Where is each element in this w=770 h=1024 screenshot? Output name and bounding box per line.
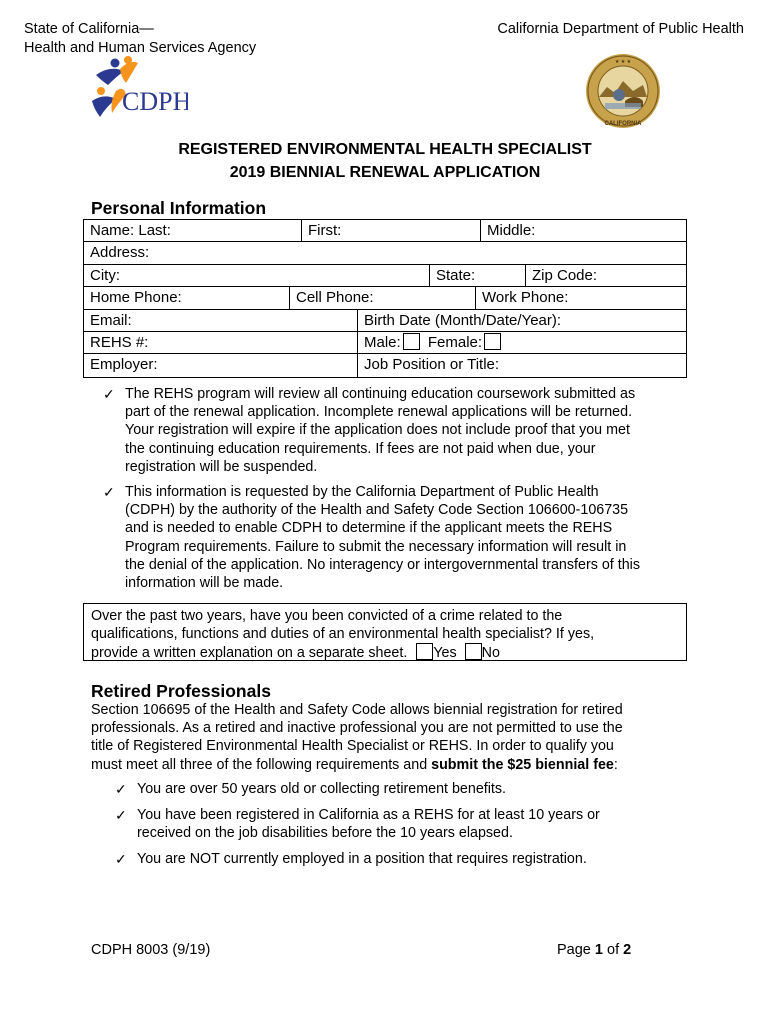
- note-continuing-education: [125, 385, 635, 476]
- female-checkbox[interactable]: [484, 333, 501, 350]
- employer-field[interactable]: [84, 354, 358, 376]
- retired-heading: Retired Professionals: [91, 681, 271, 701]
- form-row-rehs: [84, 332, 686, 354]
- zip-code-label: Zip Code:: [532, 266, 598, 284]
- employer-label: Employer:: [90, 356, 158, 374]
- agency-line-1: State of California—: [24, 21, 154, 37]
- checkmark-icon: ✓: [103, 386, 115, 402]
- form-title-line-2: 2019 BIENNIAL RENEWAL APPLICATION: [229, 164, 541, 181]
- conviction-question-line: [91, 643, 679, 662]
- note-2-line: the denial of the application. No interagency or intergovernmental transfers of this: [125, 556, 640, 573]
- requirement-registration: [137, 806, 600, 842]
- agency-header: [24, 20, 256, 58]
- page-of-label: of: [602, 942, 624, 958]
- state-field[interactable]: [429, 265, 526, 286]
- last-name-label: Name: Last:: [90, 222, 171, 239]
- note-1-line: Your registration will expire if the application does not include proof that you met: [125, 422, 630, 439]
- retired-paragraph: [91, 701, 623, 774]
- note-1-line: registration will be suspended.: [125, 458, 318, 475]
- first-name-label: First:: [308, 222, 342, 239]
- retired-line: Section 106695 of the Health and Safety Code allows biennial registration for retired: [91, 702, 623, 718]
- note-1-line: the continuing education requirements. If fees are not paid when due, your: [125, 440, 596, 457]
- retired-line: [91, 756, 623, 774]
- note-2-line: and is needed to enable CDPH to determine if the applicant meets the REHS: [125, 520, 613, 537]
- job-position-field[interactable]: [357, 354, 686, 376]
- page-number: 1: [594, 942, 603, 958]
- last-name-field[interactable]: [84, 220, 302, 241]
- conviction-instruction: provide a written explanation on a separate sheet.: [91, 645, 408, 662]
- state-label: State:: [436, 266, 476, 284]
- form-row-email: [84, 310, 686, 332]
- work-phone-label: Work Phone:: [482, 289, 569, 307]
- page-label: Page: [557, 942, 595, 958]
- rehs-number-label: REHS #:: [90, 333, 149, 351]
- checkmark-icon: ✓: [103, 484, 115, 500]
- note-2-line: (CDPH) by the authority of the Health and Safety Code Section 106600-106735: [125, 502, 629, 519]
- requirement-line: received on the job disabilities before the 10 years elapsed.: [137, 825, 513, 842]
- retired-line-text: must meet all three of the following requirements and: [91, 756, 432, 773]
- cdph-logo: [88, 55, 188, 123]
- male-label: Male:: [364, 333, 401, 351]
- city-field[interactable]: [84, 265, 430, 286]
- checkmark-icon: ✓: [115, 781, 127, 797]
- form-title: [0, 138, 770, 184]
- home-phone-label: Home Phone:: [90, 289, 182, 307]
- address-field[interactable]: [84, 242, 686, 263]
- job-position-label: Job Position or Title:: [364, 356, 500, 374]
- checkmark-icon: ✓: [115, 851, 127, 867]
- gender-field: [357, 332, 686, 353]
- email-label: Email:: [90, 311, 132, 329]
- city-label: City:: [90, 266, 120, 284]
- male-checkbox[interactable]: [403, 333, 420, 350]
- middle-name-field[interactable]: [480, 220, 686, 241]
- email-field[interactable]: [84, 310, 358, 331]
- zip-code-field[interactable]: [525, 265, 686, 286]
- department-header: California Department of Public Health: [497, 21, 744, 37]
- first-name-field[interactable]: [301, 220, 481, 241]
- yes-checkbox[interactable]: [416, 643, 433, 660]
- svg-text:CDPH: CDPH: [122, 87, 188, 116]
- retired-line: title of Registered Environmental Health Specialist or REHS. In order to qualify you: [91, 738, 614, 755]
- personal-info-form: [83, 219, 687, 378]
- form-row-phones: [84, 287, 686, 309]
- form-title-line-1: REGISTERED ENVIRONMENTAL HEALTH SPECIALIST: [178, 141, 592, 158]
- cdph-logo-icon: [88, 55, 188, 123]
- form-row-name: [84, 220, 686, 242]
- no-checkbox[interactable]: [465, 643, 482, 660]
- svg-text:★ ★ ★: ★ ★ ★: [614, 59, 632, 65]
- svg-text:CALIFORNIA: CALIFORNIA: [604, 121, 642, 127]
- birth-date-label: Birth Date (Month/Date/Year):: [364, 311, 562, 329]
- page-total: 2: [623, 942, 632, 958]
- conviction-question-line: qualifications, functions and duties of an environmental health specialist? If yes,: [91, 626, 595, 643]
- page-indicator: [557, 942, 631, 958]
- agency-line-2: Health and Human Services Agency: [24, 40, 257, 56]
- note-1-line: part of the renewal application. Incomplete renewal applications will be returned.: [125, 404, 633, 421]
- work-phone-field[interactable]: [475, 287, 686, 308]
- form-row-city: [84, 265, 686, 287]
- form-number: CDPH 8003 (9/19): [91, 942, 211, 958]
- birth-date-field[interactable]: [357, 310, 686, 331]
- form-row-address: [84, 242, 686, 264]
- conviction-question-line: Over the past two years, have you been convicted of a crime related to the: [91, 608, 563, 624]
- note-2-line: Program requirements. Failure to submit the necessary information will result in: [125, 538, 627, 555]
- address-label: Address:: [90, 244, 150, 262]
- cell-phone-label: Cell Phone:: [296, 289, 374, 307]
- requirement-age: You are over 50 years old or collecting retirement benefits.: [137, 781, 507, 797]
- fee-requirement: submit the $25 biennial fee: [431, 756, 614, 773]
- requirement-employment: You are NOT currently employed in a position that requires registration.: [137, 851, 587, 867]
- retired-line: professionals. As a retired and inactive professional you are not permitted to use the: [91, 720, 623, 737]
- retired-line-text: :: [613, 756, 618, 773]
- conviction-question-box: [83, 603, 687, 661]
- personal-info-heading: Personal Information: [91, 198, 267, 218]
- state-seal: [585, 53, 661, 129]
- rehs-number-field[interactable]: [84, 332, 358, 353]
- no-label: No: [481, 645, 500, 662]
- note-2-line: information will be made.: [125, 575, 284, 592]
- home-phone-field[interactable]: [84, 287, 290, 308]
- form-row-employer: [84, 354, 686, 376]
- checkmark-icon: ✓: [115, 807, 127, 823]
- middle-name-label: Middle:: [487, 222, 536, 239]
- female-label: Female:: [427, 333, 483, 351]
- requirement-line: You have been registered in California as a REHS for at least 10 years or: [137, 807, 600, 823]
- cell-phone-field[interactable]: [289, 287, 476, 308]
- california-seal-icon: [585, 53, 661, 129]
- note-1-line: The REHS program will review all continuing education coursework submitted as: [125, 386, 636, 402]
- note-authority: [125, 483, 640, 592]
- yes-label: Yes: [433, 645, 457, 662]
- note-2-line: This information is requested by the California Department of Public Health: [125, 484, 599, 500]
